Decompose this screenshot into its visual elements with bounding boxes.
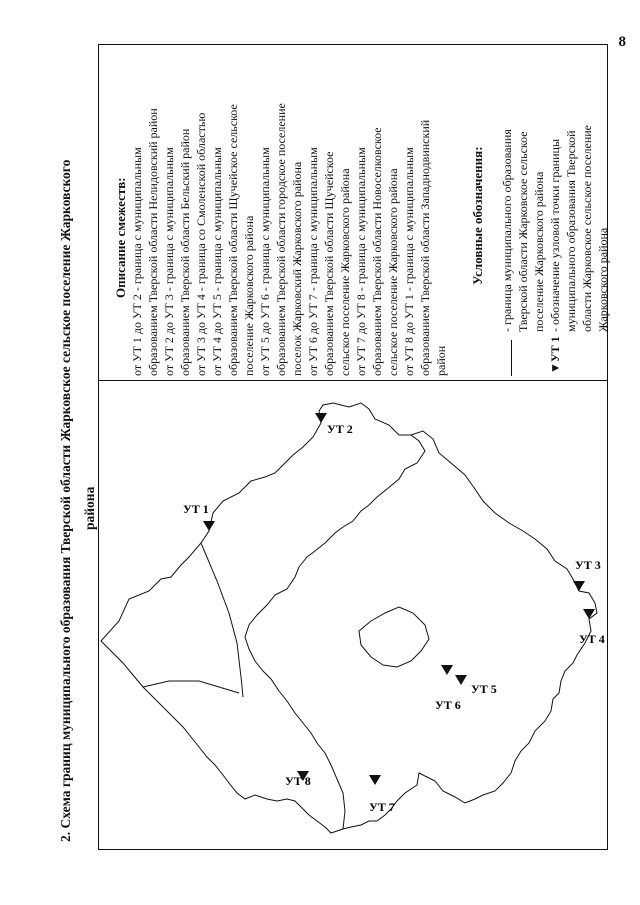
ut4-point-icon <box>583 609 595 619</box>
legend-point-text: - обозначение узловой точки границы <box>548 138 562 332</box>
legend-point-symbol: ▼УТ 1 <box>548 336 562 374</box>
description-line: от УТ 5 до УТ 6 - граница с муниципальным <box>258 147 272 376</box>
ut4-label: УТ 4 <box>579 632 605 646</box>
side-boundary <box>143 543 243 697</box>
description-line: образованием Тверской области Западнодвинский <box>418 119 432 376</box>
schema-heading-line2: района <box>82 486 97 530</box>
ut5-marker <box>455 675 497 696</box>
description-line: сельское поселение Жарковского района <box>338 168 352 376</box>
legend-line-text: Тверской области Жарковское сельское <box>516 131 530 332</box>
description-line: сельское поселение Жарковского района <box>386 168 400 376</box>
ut3-point-icon <box>573 581 585 591</box>
description-line: образованием Тверской области Щучейское <box>322 151 336 376</box>
ut6-marker <box>435 665 461 712</box>
description-line: образованием Тверской области городское поселение <box>274 103 288 376</box>
description-line: от УТ 8 до УТ 1 - граница с муниципальным <box>402 147 416 376</box>
ut8-label: УТ 8 <box>285 774 311 788</box>
description-line: поселок Жарковский Жарковского района <box>290 161 304 376</box>
legend-line-text: - граница муниципального образования <box>500 129 514 332</box>
description-line: от УТ 2 до УТ 3 - граница с муниципальным <box>162 147 176 376</box>
description-line: поселение Жарковского района <box>242 215 256 376</box>
ut3-marker <box>573 558 601 591</box>
legend-point-text: области Жарковское сельское поселение <box>580 124 594 332</box>
legend-point-text: Жарковского района <box>596 227 610 332</box>
ut7-marker <box>369 775 395 814</box>
ut1-marker <box>183 502 215 531</box>
boundary-map <box>99 381 607 849</box>
schema-heading-line1: 2. Схема границ муниципального образования Тверской области Жарковское сельское поселение Жарковского <box>58 159 73 842</box>
legend-line-text: поселение Жарковского района <box>532 171 546 332</box>
legend-title: Условные обозначения: <box>470 146 485 285</box>
legend-point-text: муниципального образования Тверской <box>564 130 578 332</box>
ut2-point-icon <box>315 413 327 423</box>
ut5-point-icon <box>455 675 467 685</box>
description-title: Описание смежеств: <box>113 177 128 298</box>
legend-boundary-line-symbol <box>511 340 512 376</box>
ut2-label: УТ 2 <box>327 422 353 436</box>
internal-boundary <box>245 435 425 829</box>
description-line: от УТ 4 до УТ 5 - граница с муниципальным <box>210 147 224 376</box>
municipal-boundary <box>101 403 597 833</box>
ut5-label: УТ 5 <box>471 682 497 696</box>
description-line: образованием Тверской области Новоселковское <box>370 127 384 376</box>
ut4-marker <box>579 609 605 646</box>
ut6-label: УТ 6 <box>435 698 461 712</box>
description-line: от УТ 3 до УТ 4 - граница со Смоленской областью <box>194 112 208 376</box>
ut8-marker <box>285 771 311 788</box>
ut7-point-icon <box>369 775 381 785</box>
description-line: от УТ 7 до УТ 8 - граница с муниципальным <box>354 147 368 376</box>
page-number: 8 <box>618 34 626 50</box>
description-line: от УТ 1 до УТ 2 - граница с муниципальным <box>130 147 144 376</box>
description-line: образованием Тверской области Бельский район <box>178 128 192 376</box>
description-line: от УТ 6 до УТ 7 - граница с муниципальным <box>306 147 320 376</box>
settlement-boundary <box>359 607 429 667</box>
description-line: образованием Тверской области Нелидовский район <box>146 108 160 376</box>
description-line: образованием Тверской области Щучейское сельское <box>226 104 240 376</box>
description-line: район <box>434 345 448 376</box>
ut3-label: УТ 3 <box>575 558 601 572</box>
ut1-point-icon <box>203 521 215 531</box>
ut1-label: УТ 1 <box>183 502 209 516</box>
ut6-point-icon <box>441 665 453 675</box>
ut7-label: УТ 7 <box>369 800 395 814</box>
